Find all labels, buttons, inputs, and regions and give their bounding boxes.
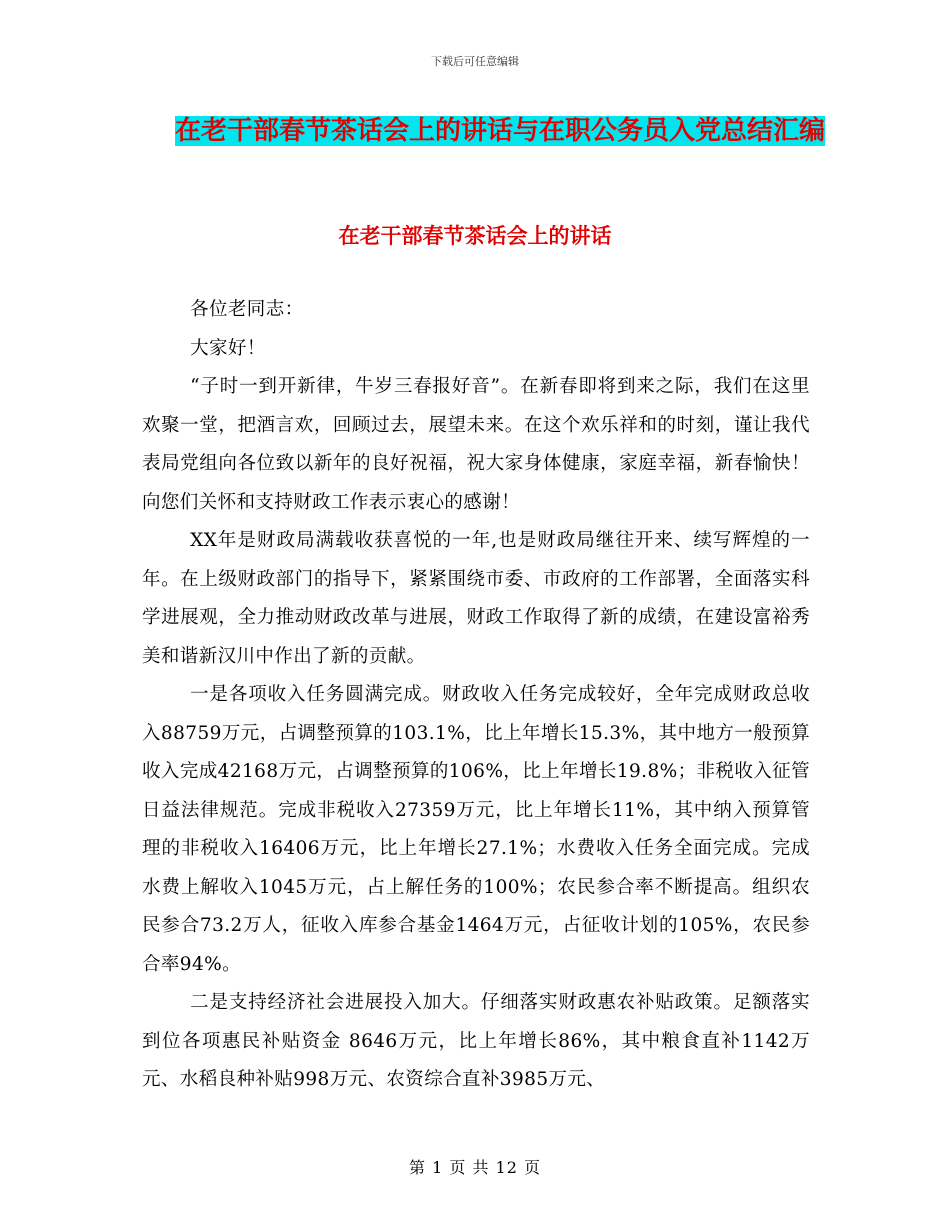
paragraph-revenue-tasks: 一是各项收入任务圆满完成。财政收入任务完成较好，全年完成财政总收入88759万元，占调整预算的103.1%，比上年增长15.3%，其中地方一般预算收入完成42168万元，占调整预算的106%，比上年增长19.8%；非税收入征管日益法律规范。完成非税收入27359万元，比上年增长11%，其中纳入预算管理的非税收入16406万元，比上年增长27.1%；水费收入任务全面完成。完成水费上解收入1045万元，占上解任务的100%；农民参合率不断提高。组织农民参合73.2万人，征收入库参合基金1464万元，占征收计划的105%，农民参合率94%。 — [142, 684, 810, 975]
paragraph-year-review: XX年是财政局满载收获喜悦的一年,也是财政局继往开来、续写辉煌的一年。在上级财政部门的指导下，紧紧围绕市委、市政府的工作部署，全面落实科学进展观，全力推动财政改革与进展，财政工作取得了新的成绩，在建设富裕秀美和谐新汉川中作出了新的贡献。 — [142, 530, 810, 667]
paragraph-economic-support: 二是支持经济社会进展投入加大。仔细落实财政惠农补贴政策。足额落实到位各项惠民补贴资金 8646万元，比上年增长86%，其中粮食直补1142万元、水稻良种补贴998万元、农资综合直补3985万元、 — [142, 992, 810, 1090]
greeting: 大家好！ — [190, 337, 266, 359]
salutation: 各位老同志： — [190, 299, 304, 320]
section-title: 在老干部春节茶话会上的讲话 — [338, 224, 612, 248]
document-body — [142, 291, 810, 1100]
header-note: 下载后可任意编辑 — [431, 55, 519, 68]
page-number-footer: 第 1 页 共 12 页 — [409, 1158, 541, 1177]
document-title-text: 在老干部春节茶话会上的讲话与在职公务员入党总结汇编 — [174, 116, 825, 146]
document-title — [150, 110, 850, 152]
paragraph-new-year-wishes: “子时一到开新律，牛岁三春报好音”。在新春即将到来之际，我们在这里欢聚一堂，把酒言欢，回顾过去，展望未来。在这个欢乐祥和的时刻，谨让我代表局党组向各位致以新年的良好祝福，祝大家身体健康，家庭幸福，新春愉快！向您们关怀和支持财政工作表示衷心的感谢！ — [142, 376, 810, 513]
